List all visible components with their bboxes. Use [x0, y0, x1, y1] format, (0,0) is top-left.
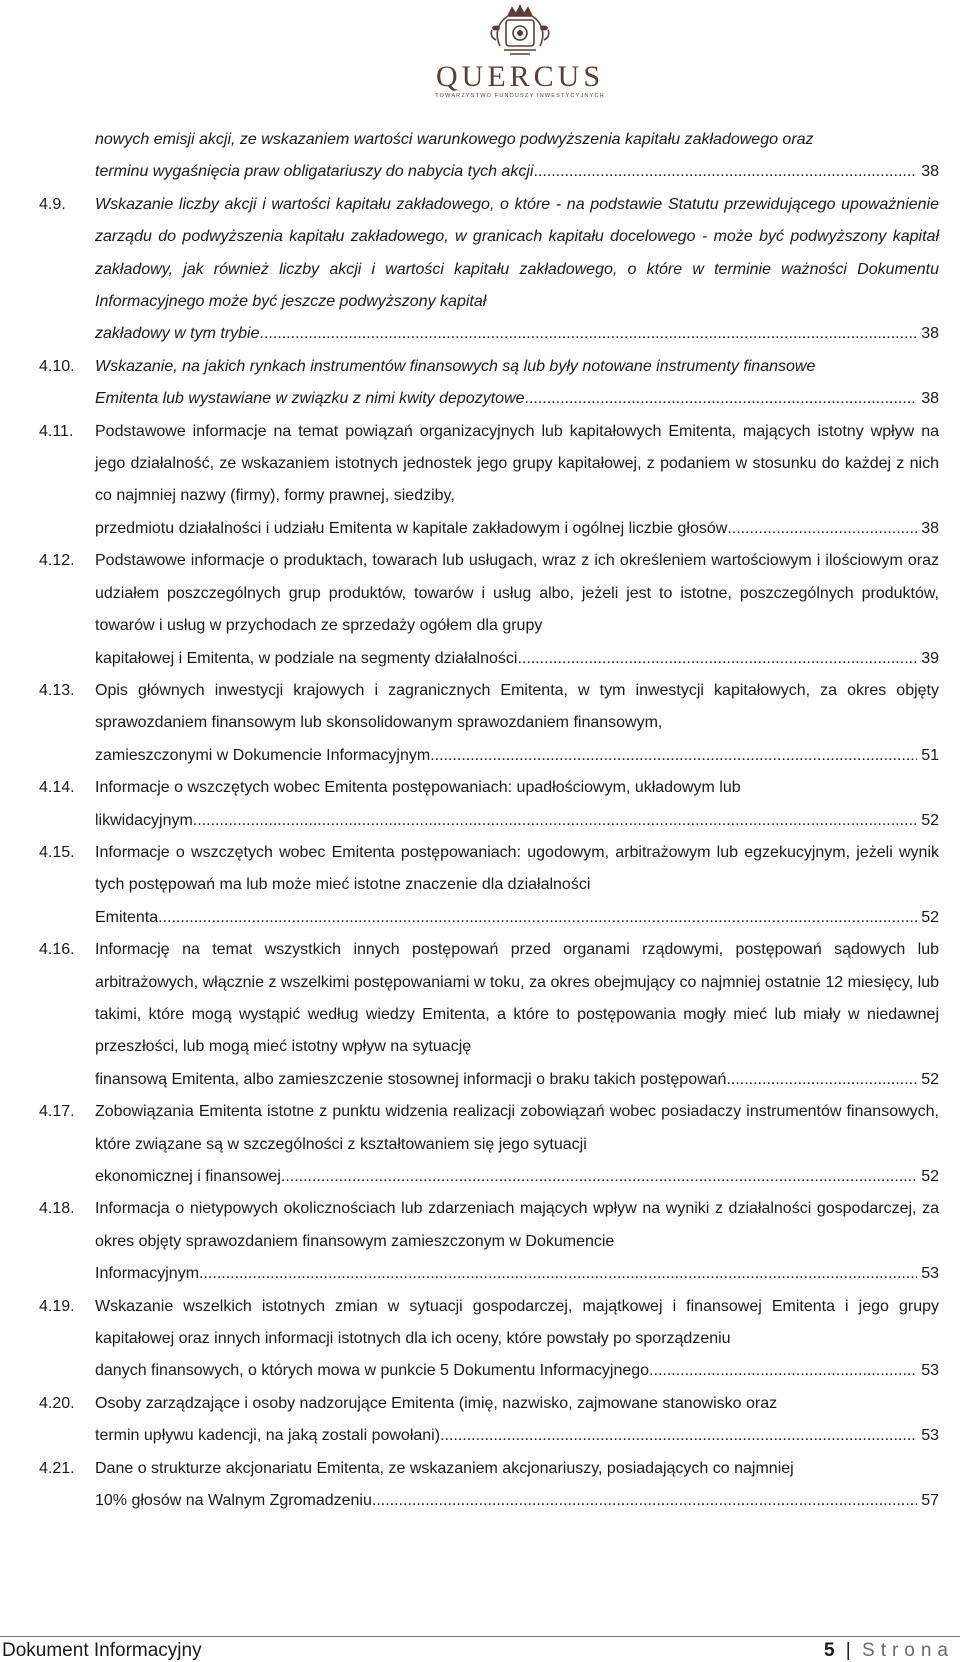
brand-name: QUERCUS [435, 60, 605, 93]
toc-entry-last-line: Informacyjnym [95, 1265, 200, 1283]
toc-entry-leader-line [95, 156, 939, 188]
quercus-crest-icon [480, 4, 560, 60]
toc-dot-leader [726, 1064, 917, 1096]
toc-entry-last-line: ekonomicznej i finansowej [95, 1168, 281, 1185]
toc-entry-leader-line [95, 1064, 939, 1096]
toc-entry-page[interactable]: 53 [921, 1362, 939, 1380]
toc-entry[interactable] [39, 351, 939, 416]
toc-entry-last-line: 10% głosów na Walnym Zgromadzeniu [95, 1492, 372, 1510]
toc-entry-leader-line [95, 740, 939, 772]
toc-entry-page[interactable]: 57 [921, 1492, 939, 1510]
toc-entry-last-line: finansową Emitenta, albo zamieszczenie stosownej informacji o braku takich postępowań [95, 1070, 727, 1088]
toc-entry-last-line: zamieszczonymi w Dokumencie Informacyjnym [95, 746, 431, 764]
toc-entry-number: 4.13. [39, 681, 75, 699]
toc-entry-leader-line [95, 318, 939, 350]
toc-entry-leader-line [95, 513, 939, 545]
toc-entry-number: 4.12. [39, 552, 75, 570]
toc-entry-text: Zobowiązania Emitenta istotne z punktu widzenia realizacji zobowiązań wobec posiadaczy instrumentów finansowych, które związane są w szczególności z kształtowaniem się jego sytuacji [95, 1103, 939, 1153]
toc-entry-text: Wskazanie, na jakich rynkach instrumentów finansowych są lub były notowane instrumenty finansowe [95, 357, 816, 375]
toc-entry[interactable] [39, 1096, 939, 1193]
toc-entry-number: 4.9. [39, 195, 66, 213]
toc-entry-last-line: danych finansowych, o których mowa w punkcie 5 Dokumentu Informacyjnego [95, 1362, 650, 1380]
footer-document-title: Dokument Informacyjny [2, 1640, 202, 1661]
toc-entry-leader-line [95, 902, 939, 934]
toc-entry-leader-line [95, 1355, 939, 1387]
toc-entry[interactable] [39, 1193, 939, 1290]
toc-entry-number: 4.17. [39, 1103, 75, 1121]
toc-entry-text: Informację na temat wszystkich innych postępowań przed organami rządowymi, postępowań sądowych lub arbitrażowych, włącznie z wszelkimi postępowaniami w toku, za okres obejmujący co najmniej ostatnie 12 miesięcy, lub takimi, które mogą wystąpić według wiedzy Emitenta, a które to postępowania mogły mieć lub miały w niedawnej przeszłości, lub mogą mieć istotny wpływ na sytuację [95, 941, 939, 1056]
toc-entry[interactable] [39, 934, 939, 1096]
toc-entry-last-line: przedmiotu działalności i udziału Emitenta w kapitale zakładowym i ogólnej liczbie głosów [95, 519, 728, 537]
toc-entry-number: 4.18. [39, 1200, 75, 1218]
toc-dot-leader [727, 513, 917, 545]
toc-entry-number: 4.20. [39, 1394, 75, 1412]
toc-entry-text: Informacje o wszczętych wobec Emitenta postępowaniach: upadłościowym, układowym lub [95, 779, 741, 797]
toc-entry-page[interactable]: 52 [921, 1070, 939, 1088]
toc-entry-page[interactable]: 38 [921, 325, 939, 343]
toc-entry[interactable] [39, 1388, 939, 1453]
toc-entry[interactable] [39, 416, 939, 546]
toc-entry-leader-line [95, 1258, 939, 1290]
toc-entry[interactable] [39, 1453, 939, 1518]
header-logo [410, 4, 630, 112]
toc-entry-leader-line [95, 805, 939, 837]
toc-entry-text: Osoby zarządzające i osoby nadzorujące Emitenta (imię, nazwisko, zajmowane stanowisko oraz [95, 1394, 778, 1412]
toc-entry-last-line: Emitenta [95, 908, 159, 926]
toc-entry-page[interactable]: 39 [921, 649, 939, 667]
toc-entry-text: Podstawowe informacje na temat powiązań organizacyjnych lub kapitałowych Emitenta, mających istotny wpływ na jego działalność, ze wskazaniem istotnych jednostek jego grupy kapitałowej, z podaniem w stosunku do każdej z nich co najmniej nazwy (firmy), formy prawnej, siedziby, [95, 422, 939, 505]
toc-dot-leader [649, 1355, 917, 1387]
toc-entry[interactable] [39, 675, 939, 772]
toc-entry-page[interactable]: 52 [921, 908, 939, 926]
toc-entry-last-line: termin upływu kadencji, na jaką zostali powołani) [95, 1427, 441, 1445]
toc-entry[interactable] [39, 772, 939, 837]
toc-entry-page[interactable]: 53 [921, 1427, 939, 1445]
footer-page-number: 5 [823, 1640, 835, 1661]
footer-page-word: Strona [862, 1640, 954, 1661]
toc-entry[interactable] [39, 189, 939, 351]
toc-entry-number: 4.16. [39, 941, 75, 959]
toc-entry-text: Wskazanie liczby akcji i wartości kapitału zakładowego, o które - na podstawie Statutu przewidującego upoważnienie zarządu do podwyższenia kapitału zakładowego, w granicach kapitału docelowego - może być podwyższony kapitał zakładowy, jak również liczby akcji i wartości kapitału zakładowego, o które w terminie ważności Dokumentu Informacyjnego może być jeszcze podwyższony kapitał [95, 195, 939, 311]
toc-entry-page[interactable]: 38 [921, 163, 939, 181]
toc-dot-leader [281, 1161, 917, 1193]
toc-entry-last-line: kapitałowej i Emitenta, w podziale na segmenty działalności [95, 649, 518, 667]
footer-page-indicator [824, 1640, 954, 1662]
toc-entry[interactable] [39, 1291, 939, 1388]
toc-dot-leader [372, 1485, 917, 1517]
footer-separator: | [845, 1640, 851, 1661]
toc-dot-leader [158, 902, 917, 934]
toc-entry[interactable] [39, 124, 939, 189]
toc-entry-page[interactable]: 53 [921, 1265, 939, 1283]
toc-entry-last-line: zakładowy w tym trybie [95, 325, 260, 343]
toc-entry-page[interactable]: 38 [921, 390, 939, 408]
toc-entry-leader-line [95, 1161, 939, 1193]
toc-dot-leader [517, 643, 917, 675]
table-of-contents [39, 124, 939, 1517]
toc-entry-leader-line [95, 1485, 939, 1517]
toc-entry-number: 4.11. [39, 422, 74, 440]
toc-dot-leader [533, 156, 917, 188]
toc-entry-number: 4.21. [39, 1459, 75, 1477]
toc-entry-number: 4.19. [39, 1297, 75, 1315]
footer-divider [0, 1636, 960, 1637]
toc-entry-page[interactable]: 38 [921, 519, 939, 537]
toc-entry-text: Wskazanie wszelkich istotnych zmian w sytuacji gospodarczej, majątkowej i finansowej Emitenta i jego grupy kapitałowej oraz innych informacji istotnych dla ich oceny, które powstały po sporządzeniu [95, 1297, 939, 1348]
toc-entry-last-line: Emitenta lub wystawiane w związku z nimi kwity depozytowe [95, 390, 525, 408]
toc-entry-page[interactable]: 51 [921, 746, 939, 764]
toc-entry-number: 4.14. [39, 779, 75, 797]
toc-entry-number: 4.10. [39, 357, 75, 375]
toc-entry[interactable] [39, 837, 939, 934]
toc-entry-text: Opis głównych inwestycji krajowych i zagranicznych Emitenta, w tym inwestycji kapitałowych, za okres objęty sprawozdaniem finansowym lub skonsolidowanym sprawozdaniem finansowym, [95, 681, 939, 732]
toc-dot-leader [260, 318, 918, 350]
toc-entry-leader-line [95, 1420, 939, 1452]
toc-entry-page[interactable]: 52 [921, 1168, 939, 1185]
toc-entry-text: Podstawowe informacje o produktach, towarach lub usługach, wraz z ich określeniem wartościowym i ilościowym oraz udziałem poszczególnych grup produktów, towarów i usług albo, jeżeli jest to istotne, poszczególnych produktów, towarów i usług w przychodach ze sprzedaży ogółem dla grupy [95, 552, 939, 635]
toc-entry-text: nowych emisji akcji, ze wskazaniem wartości warunkowego podwyższenia kapitału zakładowego oraz [95, 131, 814, 148]
toc-dot-leader [440, 1420, 917, 1452]
toc-entry-text: Informacja o nietypowych okolicznościach lub zdarzeniach mających wpływ na wyniki z działalności gospodarczej, za okres objęty sprawozdaniem finansowym zamieszczonym w Dokumencie [95, 1200, 939, 1250]
toc-entry[interactable] [39, 545, 939, 675]
toc-entry-page[interactable]: 52 [921, 811, 939, 829]
toc-entry-last-line: likwidacyjnym [95, 811, 193, 829]
toc-dot-leader [525, 383, 918, 415]
toc-entry-last-line: terminu wygaśnięcia praw obligatariuszy do nabycia tych akcji [95, 163, 534, 181]
toc-entry-number: 4.15. [39, 843, 75, 861]
toc-dot-leader [430, 740, 917, 772]
brand-subtitle: TOWARZYSTWO FUNDUSZY INWESTYCYJNYCH [435, 93, 605, 99]
toc-entry-text: Dane o strukturze akcjonariatu Emitenta, ze wskazaniem akcjonariuszy, posiadających co najmniej [95, 1459, 794, 1477]
toc-entry-leader-line [95, 383, 939, 415]
toc-dot-leader [193, 805, 917, 837]
toc-dot-leader [199, 1258, 917, 1290]
toc-entry-text: Informacje o wszczętych wobec Emitenta postępowaniach: ugodowym, arbitrażowym lub egzekucyjnym, jeżeli wynik tych postępowań ma lub może mieć istotne znaczenie dla działalności [95, 843, 939, 894]
toc-entry-leader-line [95, 643, 939, 675]
